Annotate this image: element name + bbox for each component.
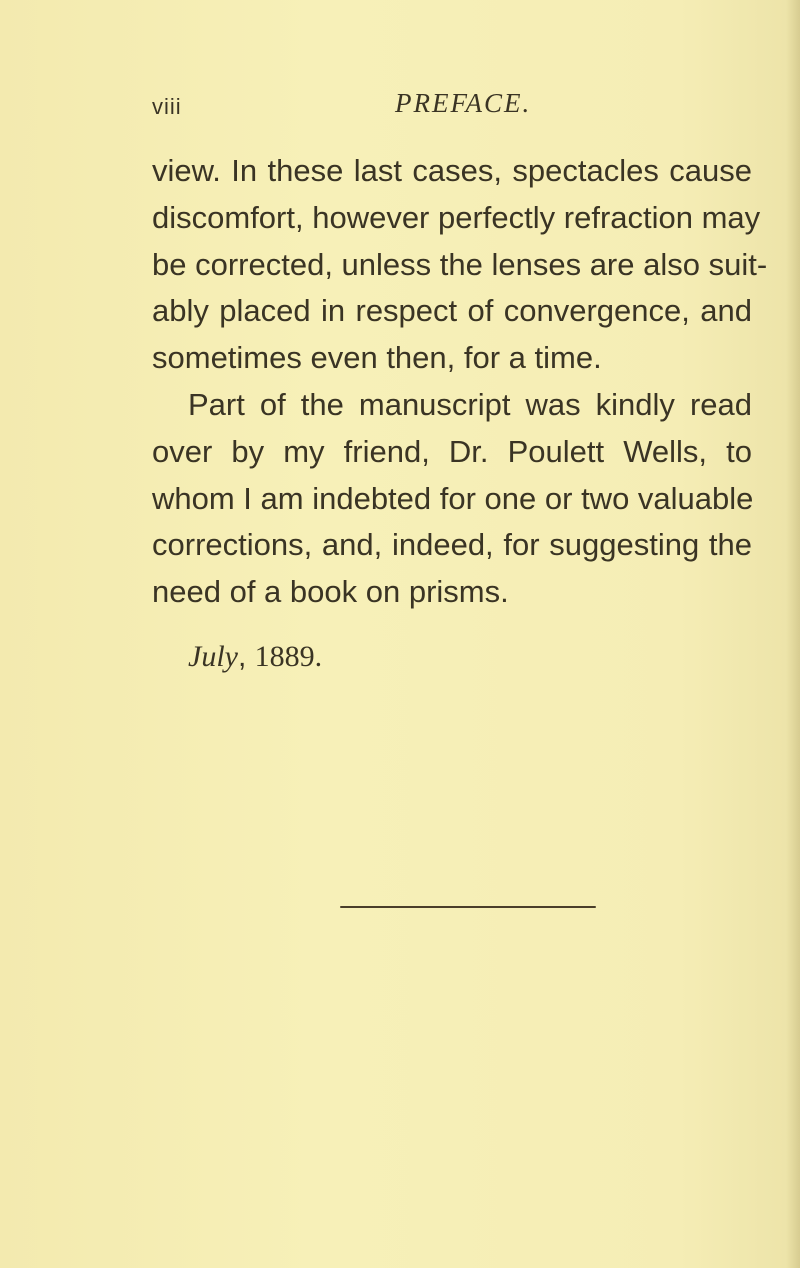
text-line: Part of the manuscript was kindly read xyxy=(188,386,752,422)
text-line: corrections, and, indeed, for suggesting the xyxy=(152,527,752,563)
date-year: 1889. xyxy=(254,640,323,673)
text-line: need of a book on prisms. xyxy=(152,574,509,610)
paragraph-1 xyxy=(152,148,768,382)
page-edge-shadow xyxy=(786,0,800,1268)
text-line: view. In these last cases, spectacles cause xyxy=(152,153,752,188)
running-title: PREFACE. xyxy=(395,88,532,118)
preface-date xyxy=(188,640,322,674)
text-line: whom I am indebted for one or two valuable xyxy=(152,480,754,516)
text-line: sometimes even then, for a time. xyxy=(152,340,602,376)
body-text xyxy=(152,148,768,616)
text-line: discomfort, however perfectly refraction may xyxy=(152,199,761,235)
text-line: ably placed in respect of convergence, and xyxy=(152,293,752,329)
end-rule xyxy=(340,906,596,908)
text-line: over by my friend, Dr. Poulett Wells, to xyxy=(152,433,752,469)
paragraph-2 xyxy=(152,382,752,616)
date-separator: , xyxy=(237,640,255,673)
page-number: viii xyxy=(152,94,182,119)
date-month: July xyxy=(188,640,238,673)
text-line: be corrected, unless the lenses are also suit- xyxy=(152,246,768,282)
running-head xyxy=(152,88,752,128)
